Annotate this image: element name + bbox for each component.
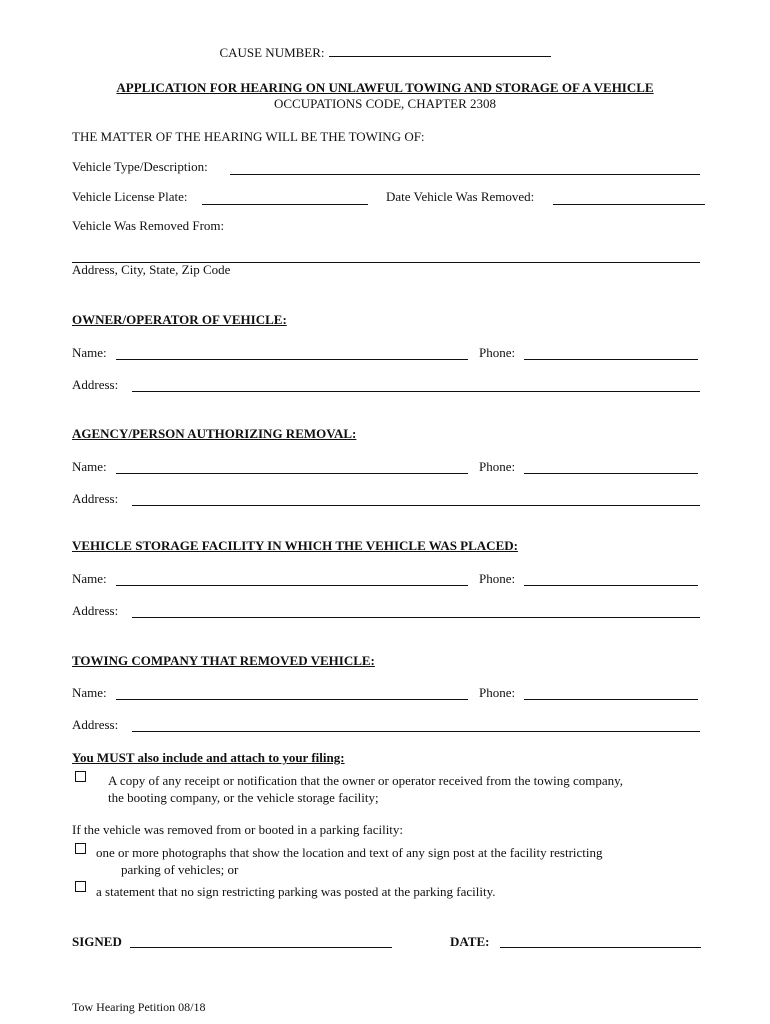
towing-address-field[interactable]	[132, 731, 700, 732]
storage-address-field[interactable]	[132, 617, 700, 618]
cause-number-row	[0, 45, 770, 61]
date-removed-field[interactable]	[553, 204, 705, 205]
agency-address-label: Address:	[72, 491, 119, 506]
owner-address-label: Address:	[72, 377, 119, 392]
signature-field[interactable]	[130, 947, 392, 948]
photos-text-line1: one or more photographs that show the location and text of any sign post at the facility restricting	[96, 845, 603, 860]
storage-facility-heading: VEHICLE STORAGE FACILITY IN WHICH THE VEHICLE WAS PLACED:	[72, 538, 518, 553]
owner-name-label: Name:	[72, 345, 107, 360]
agency-heading: AGENCY/PERSON AUTHORIZING REMOVAL:	[72, 426, 357, 441]
owner-name-field[interactable]	[116, 359, 468, 360]
storage-name-field[interactable]	[116, 585, 468, 586]
license-plate-field[interactable]	[202, 204, 368, 205]
towing-company-heading: TOWING COMPANY THAT REMOVED VEHICLE:	[72, 653, 375, 668]
parking-facility-intro: If the vehicle was removed from or booted in a parking facility:	[72, 822, 404, 837]
photos-checkbox[interactable]	[75, 843, 86, 854]
towing-phone-label: Phone:	[479, 685, 516, 700]
removed-from-label: Vehicle Was Removed From:	[72, 218, 225, 233]
cause-number-label: CAUSE NUMBER:	[219, 45, 325, 60]
owner-operator-heading: OWNER/OPERATOR OF VEHICLE:	[72, 312, 287, 327]
towing-address-label: Address:	[72, 717, 119, 732]
owner-phone-field[interactable]	[524, 359, 698, 360]
statement-text: a statement that no sign restricting parking was posted at the parking facility.	[96, 884, 496, 899]
towing-name-label: Name:	[72, 685, 107, 700]
owner-address-field[interactable]	[132, 391, 700, 392]
agency-address-field[interactable]	[132, 505, 700, 506]
towing-phone-field[interactable]	[524, 699, 698, 700]
license-plate-label: Vehicle License Plate:	[72, 189, 188, 204]
storage-name-label: Name:	[72, 571, 107, 586]
address-caption: Address, City, State, Zip Code	[72, 262, 231, 277]
form-title: APPLICATION FOR HEARING ON UNLAWFUL TOWING AND STORAGE OF A VEHICLE	[116, 80, 654, 95]
agency-name-field[interactable]	[116, 473, 468, 474]
agency-phone-field[interactable]	[524, 473, 698, 474]
form-id-footer: Tow Hearing Petition 08/18	[72, 1000, 206, 1014]
date-label: DATE:	[450, 934, 490, 949]
towing-name-field[interactable]	[116, 699, 468, 700]
receipt-checkbox[interactable]	[75, 771, 86, 782]
matter-intro: THE MATTER OF THE HEARING WILL BE THE TOWING OF:	[72, 129, 425, 144]
storage-phone-label: Phone:	[479, 571, 516, 586]
photos-text-line2: parking of vehicles; or	[121, 862, 239, 877]
cause-number-field[interactable]	[329, 55, 551, 57]
storage-address-label: Address:	[72, 603, 119, 618]
date-removed-label: Date Vehicle Was Removed:	[386, 189, 535, 204]
receipt-text-line1: A copy of any receipt or notification that the owner or operator received from the towing company,	[108, 773, 624, 788]
signature-date-field[interactable]	[500, 947, 701, 948]
statement-checkbox[interactable]	[75, 881, 86, 892]
signed-label: SIGNED	[72, 934, 122, 949]
owner-phone-label: Phone:	[479, 345, 516, 360]
storage-phone-field[interactable]	[524, 585, 698, 586]
vehicle-type-label: Vehicle Type/Description:	[72, 159, 208, 174]
agency-name-label: Name:	[72, 459, 107, 474]
attachments-heading: You MUST also include and attach to your filing:	[72, 750, 345, 765]
form-subtitle: OCCUPATIONS CODE, CHAPTER 2308	[274, 96, 496, 111]
receipt-text-line2: the booting company, or the vehicle storage facility;	[108, 790, 379, 805]
vehicle-type-field[interactable]	[230, 174, 700, 175]
agency-phone-label: Phone:	[479, 459, 516, 474]
